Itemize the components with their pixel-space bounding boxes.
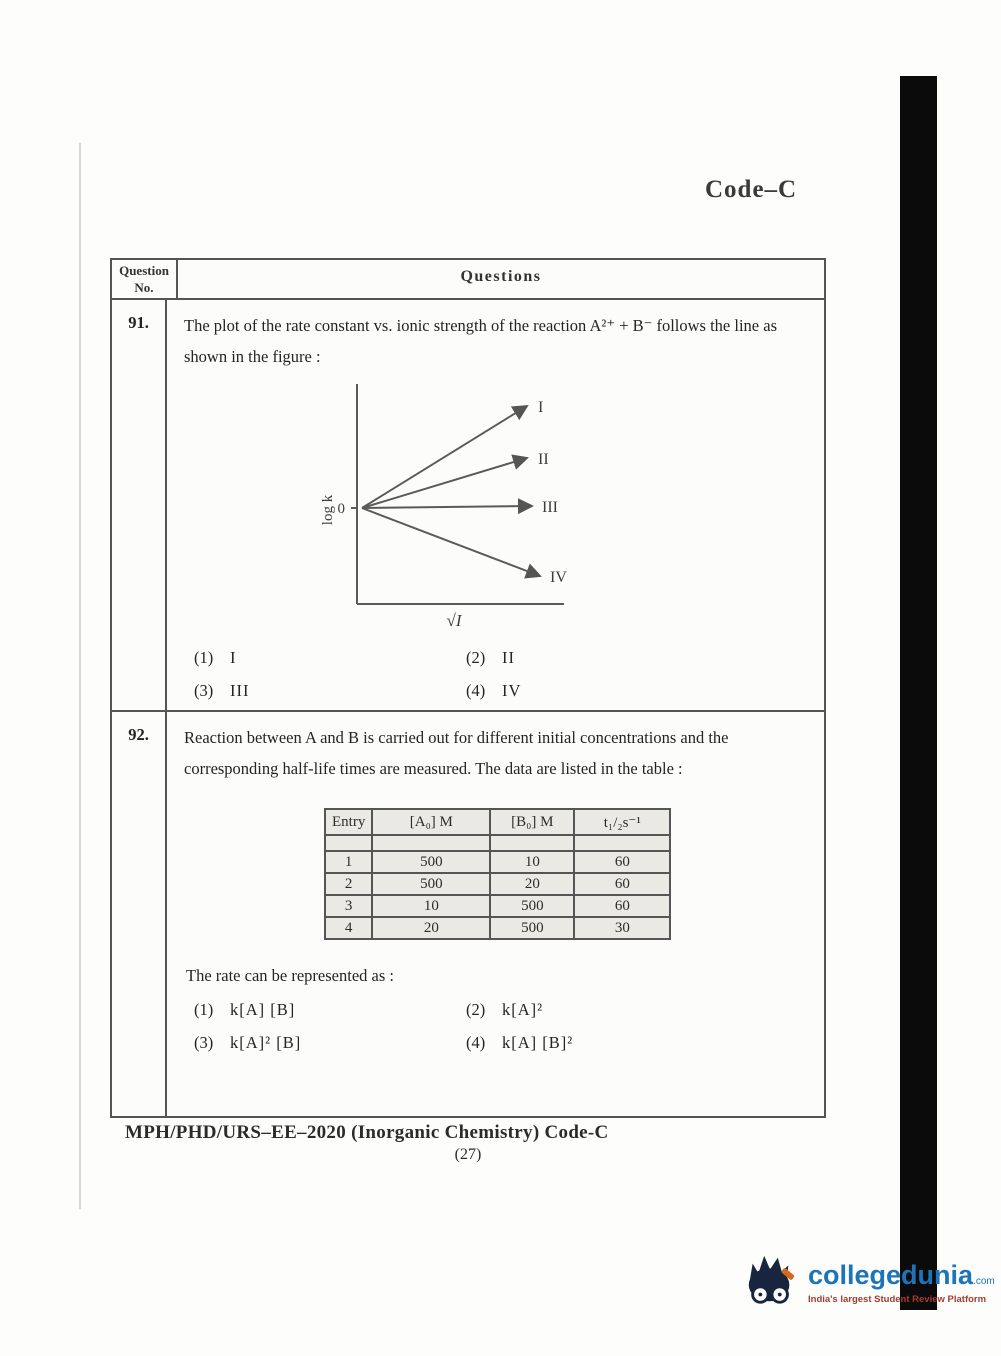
table-row-4: [325, 917, 670, 939]
line-II-label: II: [538, 451, 549, 469]
rate-constant-graph: [302, 376, 632, 628]
q92-option-1: [194, 1000, 466, 1020]
page-footer: [110, 1122, 826, 1164]
line-IV: [362, 508, 540, 576]
line-IV-label: IV: [550, 569, 567, 587]
question-91-body: [167, 300, 824, 710]
cell: 4: [325, 917, 372, 939]
question-no-header-line2: No.: [134, 279, 154, 295]
cell: 60: [574, 895, 670, 917]
q92-option-3: [194, 1033, 466, 1053]
question-91-options: [194, 648, 816, 701]
question-92-number: 92.: [112, 712, 167, 1118]
page-number: (27): [454, 1146, 482, 1163]
q91-option-1: [194, 648, 466, 668]
option-number: (2): [466, 648, 486, 668]
question-91-text: The plot of the rate constant vs. ionic strength of the reaction A²⁺ + B⁻ follows the line as shown in the figure :: [184, 316, 777, 366]
option-label: IV: [502, 681, 522, 701]
option-number: (4): [466, 681, 486, 701]
option-label: I: [230, 648, 237, 668]
question-table-header: [112, 260, 824, 300]
question-92-prompt: The rate can be represented as :: [186, 966, 394, 986]
brand-tagline: India's largest Student Review Platform: [808, 1294, 987, 1305]
option-number: (3): [194, 681, 214, 701]
x-axis-label: √I: [446, 611, 462, 629]
line-III: [362, 506, 532, 508]
question-92-row: [112, 712, 824, 1118]
exam-code-footer: MPH/PHD/URS–EE–2020 (Inorganic Chemistry) Code-C: [125, 1122, 609, 1143]
cell: 20: [490, 873, 574, 895]
option-number: (2): [466, 1000, 486, 1020]
graph-figure: [302, 376, 632, 628]
data-table-header-row: [325, 809, 670, 835]
header-a0: [A₀] M: [372, 809, 490, 835]
option-label: III: [230, 681, 250, 701]
question-91-row: [112, 300, 824, 712]
question-no-header: [112, 260, 178, 298]
question-92-body: [167, 712, 824, 1118]
table-row-3: [325, 895, 670, 917]
header-entry: Entry: [325, 809, 372, 835]
cell: 10: [372, 895, 490, 917]
cell: 10: [490, 851, 574, 873]
collegedunia-logo-text: [808, 1250, 995, 1305]
cell: 2: [325, 873, 372, 895]
line-II: [362, 458, 527, 508]
option-label: k[A]²: [502, 1000, 544, 1020]
cell: 500: [490, 895, 574, 917]
question-table: [110, 258, 826, 1118]
cell: 60: [574, 851, 670, 873]
option-label: k[A]² [B]: [230, 1033, 302, 1053]
line-I-label: I: [538, 399, 544, 417]
option-number: (4): [466, 1033, 486, 1053]
option-number: (1): [194, 648, 214, 668]
data-table-spacer-row: [325, 835, 670, 851]
line-III-label: III: [542, 499, 558, 517]
header-b0: [B₀] M: [490, 809, 574, 835]
question-92-options: [194, 1000, 816, 1053]
question-91-number: 91.: [112, 300, 167, 710]
collegedunia-logo: [742, 1250, 995, 1310]
y-axis-label: log k: [320, 494, 336, 526]
q91-option-2: [466, 648, 816, 668]
collegedunia-logo-icon: [742, 1250, 800, 1310]
header-halflife: t₁/₂s⁻¹: [574, 809, 670, 835]
cell: 60: [574, 873, 670, 895]
option-label: II: [502, 648, 515, 668]
brand-suffix: .com: [973, 1276, 995, 1287]
cell: 3: [325, 895, 372, 917]
line-I: [362, 406, 527, 508]
q92-option-4: [466, 1033, 816, 1053]
cell: 30: [574, 917, 670, 939]
half-life-data-table: [324, 808, 671, 940]
cell: 500: [372, 851, 490, 873]
origin-label: 0: [337, 501, 345, 518]
cell: 500: [490, 917, 574, 939]
q91-option-3: [194, 681, 466, 701]
q91-option-4: [466, 681, 816, 701]
option-number: (3): [194, 1033, 214, 1053]
table-row-1: [325, 851, 670, 873]
questions-header: Questions: [460, 268, 542, 285]
option-number: (1): [194, 1000, 214, 1020]
cell: 500: [372, 873, 490, 895]
scan-black-bar: [900, 76, 937, 1310]
q92-option-2: [466, 1000, 816, 1020]
paper-edge-line: [79, 143, 81, 1209]
brand-name: collegedunia: [808, 1260, 974, 1290]
option-label: k[A] [B]²: [502, 1033, 574, 1053]
question-no-header-line1: Question: [119, 263, 169, 278]
question-92-text: Reaction between A and B is carried out for different initial concentrations and the corresponding half-life times are measured. The data are listed in the table :: [184, 728, 729, 778]
table-row-2: [325, 873, 670, 895]
code-label: Code–C: [705, 176, 798, 203]
option-label: k[A] [B]: [230, 1000, 296, 1020]
cell: 1: [325, 851, 372, 873]
cell: 20: [372, 917, 490, 939]
